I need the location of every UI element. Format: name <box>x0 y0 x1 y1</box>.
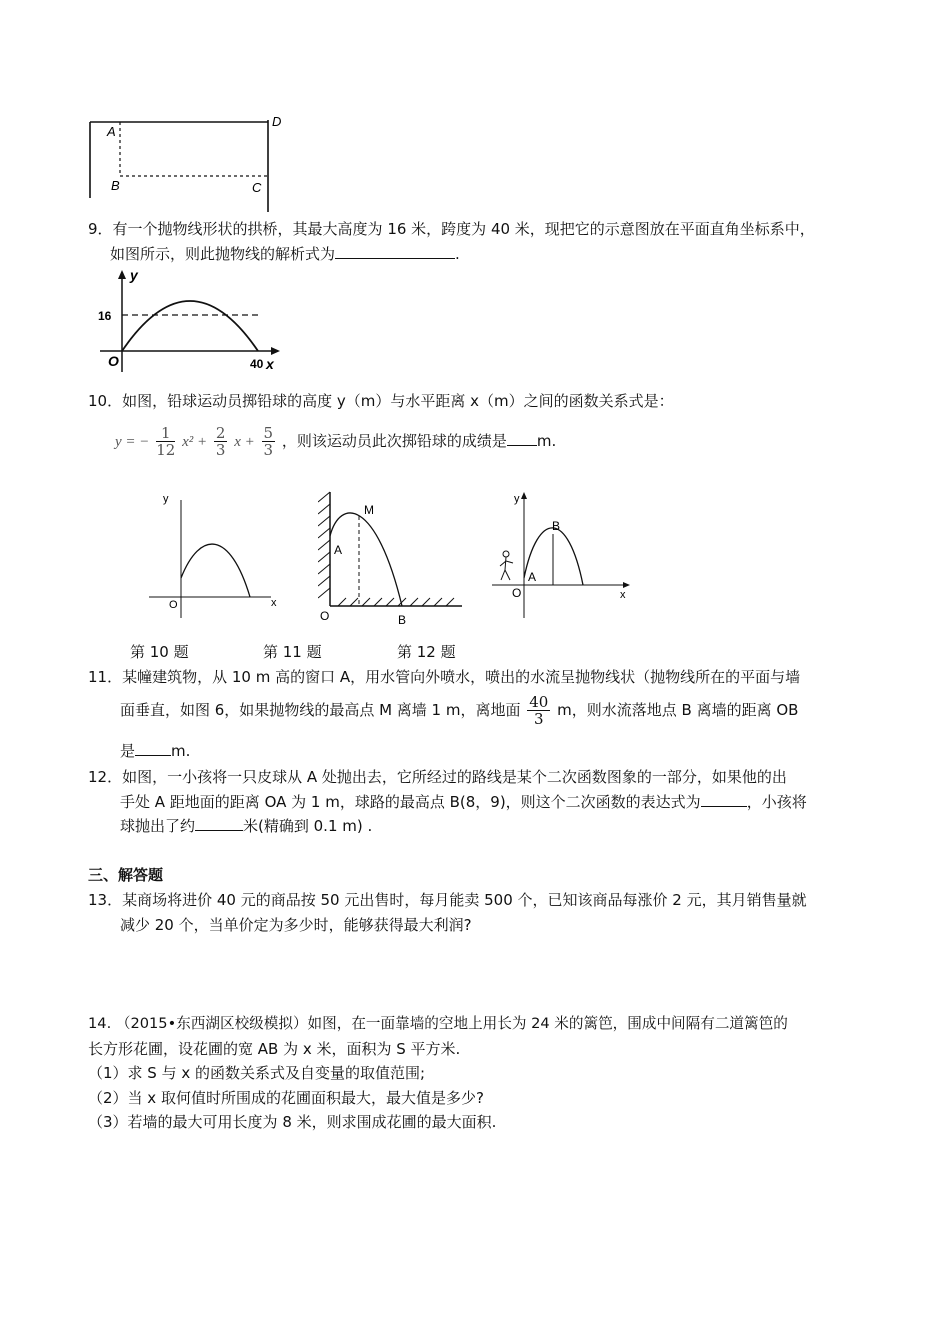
q10-frac2-num: 2 <box>215 424 226 442</box>
caption-11: 第 11 题 <box>263 643 322 661</box>
q11-fig-b: B <box>398 613 407 627</box>
q9-axis-x: x <box>266 356 274 372</box>
q13-line1 <box>88 889 807 911</box>
q9-line1 <box>88 218 815 240</box>
q9-origin: O <box>108 353 119 369</box>
q13-text1: 某商场将进价 40 元的商品按 50 元出售时，每月能卖 500 个，已知该商品每涨价 2 元，其月销售量就 <box>122 891 807 909</box>
q9-label-16: 16 <box>98 309 112 323</box>
section-3-heading: 三、解答题 <box>88 866 164 884</box>
q12-fig-y: y <box>514 493 520 505</box>
q9-label-40: 40 <box>250 357 264 371</box>
q11-text2b: m，则水流落地点 B 离墙的距离 OB <box>557 701 799 719</box>
q10-frac1-den: 12 <box>156 441 176 459</box>
q9-line2 <box>110 243 460 265</box>
q10-unit: m. <box>536 432 557 450</box>
caption-12: 第 12 题 <box>397 643 456 661</box>
q12-line2 <box>120 791 807 813</box>
q10-frac2 <box>214 425 228 458</box>
q10-figure <box>145 490 285 620</box>
caption-10: 第 10 题 <box>130 643 189 661</box>
q12-fig-b: B <box>552 519 561 533</box>
q14-sub2: （2）当 x 取何值时所围成的花圃面积最大，最大值是多少? <box>88 1089 484 1107</box>
q11-answer-blank[interactable] <box>135 741 171 756</box>
q11-text1: 某幢建筑物，从 10 m 高的窗口 A，用水管向外喷水，喷出的水流呈抛物线状（抛物线所在的平面与墙 <box>122 668 801 686</box>
q10-frac3-num: 5 <box>263 424 274 442</box>
q10-frac1 <box>156 425 175 458</box>
q11-line2 <box>120 694 798 727</box>
q10-formula-lhs: y = − <box>115 434 150 450</box>
q14-line1: 14. （2015•东西湖区校级模拟）如图，在一面靠墙的空地上用长为 24 米的篱笆，围成中间隔有二道篱笆的 <box>88 1015 788 1032</box>
q12-figure <box>488 490 638 620</box>
q13-number: 13． <box>88 891 123 909</box>
q13-line2: 减少 20 个，当单价定为多少时，能够获得最大利润? <box>120 916 472 934</box>
q10-formula-mid1: x² + <box>182 434 208 450</box>
label-d: D <box>272 114 282 129</box>
q10-frac2-den: 3 <box>215 441 226 459</box>
q10-fig-y: y <box>163 493 169 505</box>
q14-sub1: （1）求 S 与 x 的函数关系式及自变量的取值范围; <box>88 1064 426 1082</box>
q12-text2a: 手处 A 距地面的距离 OA 为 1 m，球路的最高点 B(8，9)，则这个二次函数的表达式为 <box>120 793 701 811</box>
q9-figure <box>90 268 290 380</box>
q10-text1: 如图，铅球运动员掷铅球的高度 y（m）与水平距离 x（m）之间的函数关系式是： <box>122 392 674 410</box>
q10-formula-mid2: x + <box>234 434 255 450</box>
q9-text2-end: . <box>455 245 460 263</box>
q10-frac3-den: 3 <box>263 441 274 459</box>
q11-frac-den: 3 <box>534 710 544 728</box>
q10-answer-blank[interactable] <box>507 431 537 446</box>
q11-fig-m: M <box>364 503 374 517</box>
q9-text2: 如图所示，则此抛物线的解析式为 <box>110 245 336 263</box>
q12-text3a: 球抛出了约 <box>120 817 196 835</box>
q14-sub3: （3）若墙的最大可用长度为 8 米，则求围成花圃的最大面积. <box>88 1113 497 1131</box>
q11-frac <box>527 694 550 727</box>
q11-text3b: m. <box>171 742 191 760</box>
q12-fig-a: A <box>528 570 537 584</box>
q10-line1 <box>88 390 674 412</box>
q12-fig-x: x <box>620 589 626 601</box>
q12-fig-o: O <box>512 586 522 600</box>
q10-formula-line <box>115 425 556 458</box>
q10-text2: ，则该运动员此次掷铅球的成绩是 <box>281 432 507 450</box>
q10-fig-o: O <box>169 599 178 611</box>
q9-axis-y: y <box>130 268 138 283</box>
q10-frac3 <box>262 425 276 458</box>
q11-text3a: 是 <box>120 742 136 760</box>
q10-number: 10． <box>88 392 123 410</box>
q12-number: 12． <box>88 768 123 786</box>
q11-line1 <box>88 666 800 688</box>
label-c: C <box>252 180 262 195</box>
label-b: B <box>111 178 120 193</box>
q10-frac1-num: 1 <box>156 425 175 442</box>
q9-text1: 有一个抛物线形状的拱桥，其最大高度为 16 米，跨度为 40 米，现把它的示意图放在平面直角坐标系中， <box>112 220 815 238</box>
q14-line2: 长方形花圃，设花圃的宽 AB 为 x 米，面积为 S 平方米. <box>88 1040 461 1058</box>
q12-text1: 如图，一小孩将一只皮球从 A 处抛出去，它所经过的路线是某个二次函数图象的一部分，如果他的出 <box>122 768 787 786</box>
q9-number: 9． <box>88 220 113 238</box>
q12-line1 <box>88 766 787 788</box>
q12-text3b: 米(精确到 0.1 m) . <box>243 817 373 835</box>
q11-number: 11． <box>88 668 123 686</box>
rect-figure <box>85 110 285 215</box>
q11-fig-a: A <box>334 543 343 557</box>
q12-answer-blank-1[interactable] <box>701 792 747 807</box>
q11-figure <box>318 488 468 628</box>
q12-line3 <box>120 815 372 837</box>
q11-line3 <box>120 740 190 762</box>
q9-answer-blank[interactable] <box>335 244 455 259</box>
q11-text2a: 面垂直，如图 6，如果抛物线的最高点 M 离墙 1 m，离地面 <box>120 701 521 719</box>
q12-text2b: ，小孩将 <box>746 793 807 811</box>
label-a: A <box>107 124 116 139</box>
child-icon <box>500 551 513 580</box>
q12-answer-blank-2[interactable] <box>195 816 243 831</box>
q11-fig-o: O <box>320 609 330 623</box>
q11-frac-num: 40 <box>529 693 549 711</box>
q10-fig-x: x <box>271 597 277 609</box>
